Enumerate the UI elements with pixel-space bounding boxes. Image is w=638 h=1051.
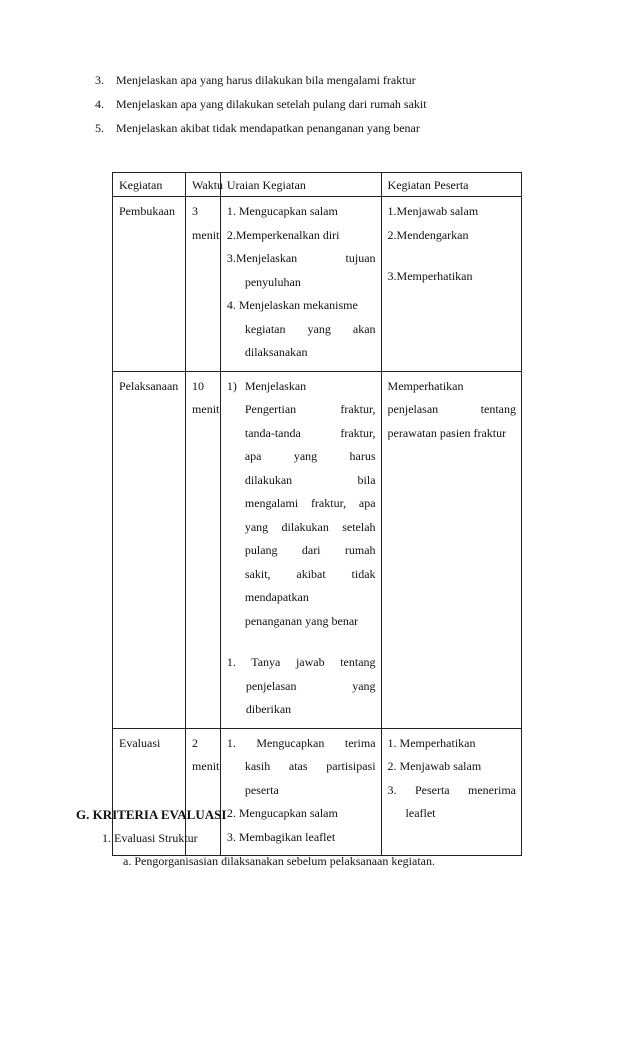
activity-table [112,172,522,856]
peserta-line: 3. Peserta menerima [387,782,516,797]
subsection-heading: 1. Evaluasi Struktur [102,831,198,845]
uraian-line: 1. Tanya jawab tentang [226,655,376,669]
cell-peserta [381,728,521,856]
objective-text: Menjelaskan apa yang harus dilakukan bila mengalami fraktur [116,73,416,87]
objective-text: Menjelaskan akibat tidak mendapatkan penanganan yang benar [116,121,420,135]
peserta-line: 1. Memperhatikan [387,735,476,750]
cell-waktu [186,371,221,728]
uraian-line: 3. Membagikan leaflet [226,829,336,844]
header-uraian: Uraian Kegiatan [220,173,381,197]
objective-item [95,97,427,112]
waktu-unit: menit [192,227,220,242]
uraian-line: peserta [244,782,279,797]
peserta-line: 3.Memperhatikan [387,269,473,283]
header-kegiatan: Kegiatan [113,173,186,197]
objective-number: 3. [95,73,104,87]
cell-peserta [381,197,521,372]
peserta-line: 1.Menjawab salam [387,204,479,218]
header-peserta: Kegiatan Peserta [381,173,521,197]
subsection-item: a. Pengorganisasian dilaksanakan sebelum pelaksanaan kegiatan. [123,854,436,868]
cell-uraian [220,197,381,372]
uraian-line: yang dilakukan setelah [244,519,376,534]
objective-number: 4. [95,97,104,111]
peserta-line: leaflet [405,806,436,820]
waktu-value: 3 [192,204,199,218]
peserta-line: 2. Menjawab salam [387,759,482,773]
objective-item [95,73,416,88]
uraian-line: penjelasan yang [245,678,376,693]
uraian-line: 1. Mengucapkan salam [226,204,338,218]
uraian-line: 3.Menjelaskan tujuan [226,251,376,265]
table-header-row [113,173,522,197]
uraian-line: mengalami fraktur, apa [244,496,376,510]
uraian-line: penyuluhan [244,274,301,289]
uraian-line: 2.Memperkenalkan diri [226,227,340,242]
uraian-line: penanganan yang benar [244,613,359,628]
cell-waktu [186,197,221,372]
uraian-line: sakit, akibat tidak [244,566,376,581]
uraian-line: kegiatan yang akan [244,321,376,336]
cell-kegiatan: Pembukaan [113,197,186,372]
uraian-line: 4. Menjelaskan mekanisme [226,298,358,312]
uraian-line: 1. Mengucapkan terima [226,735,376,750]
section-heading: G. KRITERIA EVALUASI [76,807,227,822]
uraian-line: 2. Mengucapkan salam [226,806,338,820]
peserta-line: 2.Mendengarkan [387,227,469,242]
cell-uraian [220,371,381,728]
objective-number: 5. [95,121,104,135]
uraian-line: dilaksanakan [244,345,308,359]
cell-peserta [381,371,521,728]
uraian-line: apa yang harus [244,449,376,463]
peserta-line: perawatan pasien fraktur [387,425,507,440]
header-waktu: Waktu [186,173,221,197]
uraian-step [227,375,376,634]
table-row-pembukaan [113,197,522,372]
objective-item [95,121,420,136]
peserta-line: penjelasan tentang [387,402,516,416]
waktu-value: 10 [192,378,205,393]
cell-kegiatan: Pelaksanaan [113,371,186,728]
uraian-line: kasih atas partisipasi [244,759,376,773]
uraian-line: dilakukan bila [244,472,376,487]
uraian-line: Menjelaskan [244,378,307,393]
cell-kegiatan: Evaluasi [113,728,186,856]
table-row-pelaksanaan [113,371,522,728]
uraian-line: Pengertian fraktur, [244,402,376,416]
uraian-line: tanda-tanda fraktur, [244,425,376,440]
uraian-line: diberikan [245,702,292,716]
uraian-line: pulang dari rumah [244,543,376,557]
peserta-line: Memperhatikan [387,378,464,393]
step-number: 1) [226,378,237,393]
cell-uraian [220,728,381,856]
uraian-line: mendapatkan [244,590,309,604]
waktu-unit: menit [192,402,220,416]
waktu-unit: menit [192,759,220,773]
waktu-value: 2 [192,735,199,750]
objective-text: Menjelaskan apa yang dilakukan setelah pulang dari rumah sakit [116,97,427,111]
